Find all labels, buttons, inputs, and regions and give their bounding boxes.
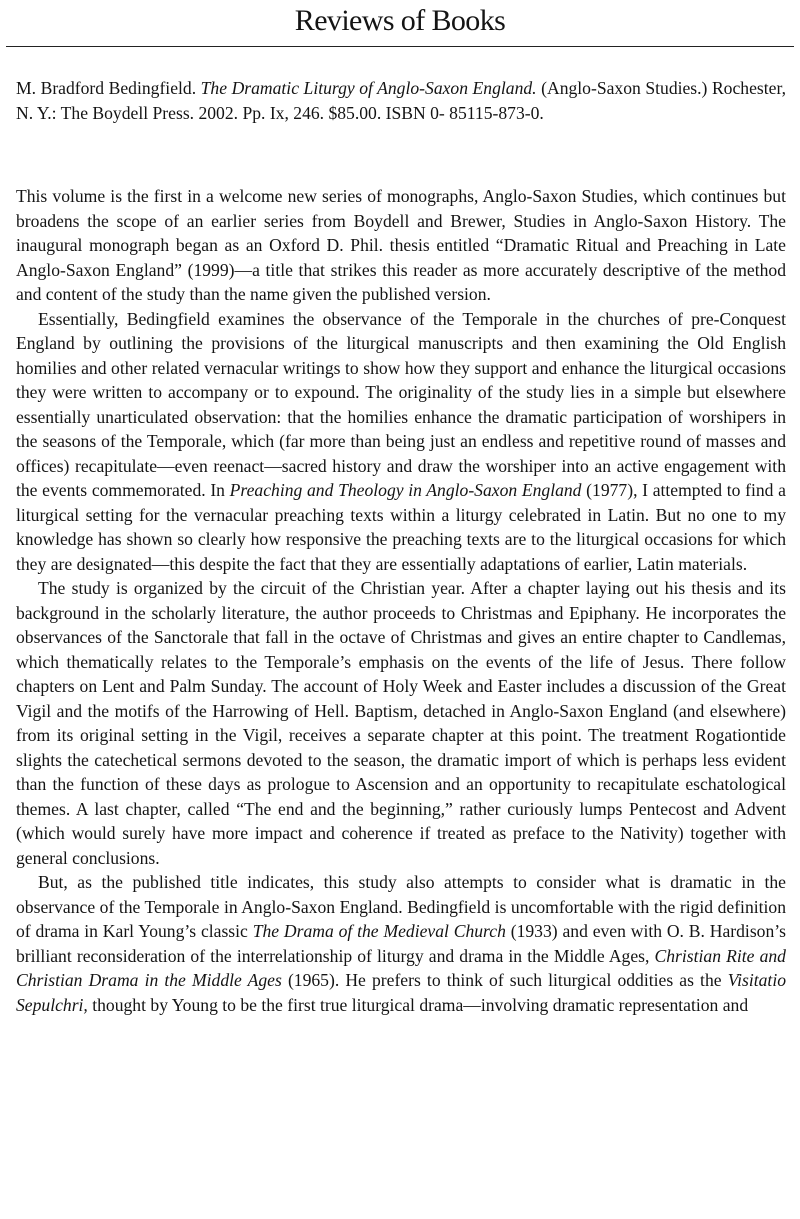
- citation-book-title: The Dramatic Liturgy of Anglo-Saxon England.: [200, 78, 537, 98]
- review-paragraph-3: The study is organized by the circuit of the Christian year. After a chapter laying out his thesis and its background in the scholarly literature, the author proceeds to Christmas and Epiphany. He incorporates the observances of the Sanctorale that fall in the octave of Christmas and gives an entire chapter to Candlemas, which thematically relates to the Temporale’s emphasis on the events of the life of Jesus. There follow chapters on Lent and Palm Sunday. The account of Holy Week and Easter includes a discussion of the Great Vigil and the motifs of the Harrowing of Hell. Baptism, detached in Anglo-Saxon England (and elsewhere) from its original setting in the Vigil, receives a separate chapter at this point. The treatment Rogationtide slights the catechetical sermons devoted to the season, the dramatic import of which is perhaps less evident than the function of these days as prologue to Ascension and an opportunity to recapitulate eschatological themes. A last chapter, called “The end and the beginning,” rather curiously lumps Pentecost and Advent (which would surely have more impact and coherence if treated as preface to the Nativity) together with general conclusions.: [16, 578, 786, 868]
- paragraph-4-text-c: (1965). He prefers to think of such liturgical oddities as the: [287, 970, 722, 990]
- review-paragraph-1: This volume is the first in a welcome new series of monographs, Anglo-Saxon Studies, which continues but broadens the scope of an earlier series from Boydell and Brewer, Studies in Anglo-Saxon History. The inaugural monograph began as an Oxford D. Phil. thesis entitled “Dramatic Ritual and Preaching in Late Anglo-Saxon England” (1999)—a title that strikes this reader as more accurately descriptive of the method and content of the study than the name given the published version.: [16, 186, 786, 304]
- header-divider: [6, 46, 794, 47]
- review-paragraph-4: [16, 870, 786, 1017]
- review-paragraph-2: [16, 307, 786, 577]
- paragraph-2-italic-title: Preaching and Theology in Anglo-Saxon England: [229, 480, 582, 500]
- paragraph-4-text-d: thought by Young to be the first true liturgical drama—involving dramatic representation and: [92, 994, 749, 1015]
- paragraph-4-italic-title-3: Visitatio Sepulchri,: [16, 970, 787, 1015]
- paragraph-4-italic-title-1: The Drama of the Medieval Church: [252, 921, 506, 941]
- citation-details: (Anglo-Saxon Studies.) Rochester, N. Y.: The Boydell Press. 2002. Pp. Ix, 246. $85.00. ISBN 0- 85115-873-0.: [16, 78, 786, 123]
- paragraph-2-text-a: Essentially, Bedingfield examines the observance of the Temporale in the churches of pre-Conquest England by outlining the provisions of the liturgical manuscripts and then examining the Old English homilies and other related vernacular writings to show how they support and enhance the liturgical occasions they were written to accompany or to expound. The originality of the study lies in a simple but elsewhere essentially unarticulated observation: that the homilies enhance the dramatic participation of worshipers in the seasons of the Temporale, which (far more than being just an endless and repetitive round of masses and offices) recapitulate—even reenact—sacred history and draw the worshiper into an active engagement with the events commemorated. In: [16, 308, 786, 500]
- paragraph-4-italic-title-2: Christian Rite and Christian Drama in the Middle Ages: [16, 945, 786, 990]
- page-title: Reviews of Books: [294, 4, 506, 37]
- book-citation: [16, 76, 786, 125]
- paragraph-4-text-a: But, as the published title indicates, this study also attempts to consider what is dramatic in the observance of the Temporale in Anglo-Saxon England. Bedingfield is uncomfortable with the rigid definition of drama in Karl Young’s classic: [16, 872, 786, 941]
- paragraph-2-text-b: (1977), I attempted to find a liturgical setting for the vernacular preaching texts within a liturgy celebrated in Latin. But no one to my knowledge has shown so clearly how responsive the preaching texts are to the liturgical occasions for which they are designated—this despite the fact that they are essentially adaptations of earlier, Latin materials.: [16, 480, 786, 574]
- paragraph-4-text-b: (1933) and even with O. B. Hardison’s brilliant reconsideration of the interrelationship of liturgy and drama in the Middle Ages,: [16, 921, 786, 966]
- citation-author: M. Bradford Bedingfield.: [16, 78, 197, 98]
- review-body: [16, 184, 786, 1017]
